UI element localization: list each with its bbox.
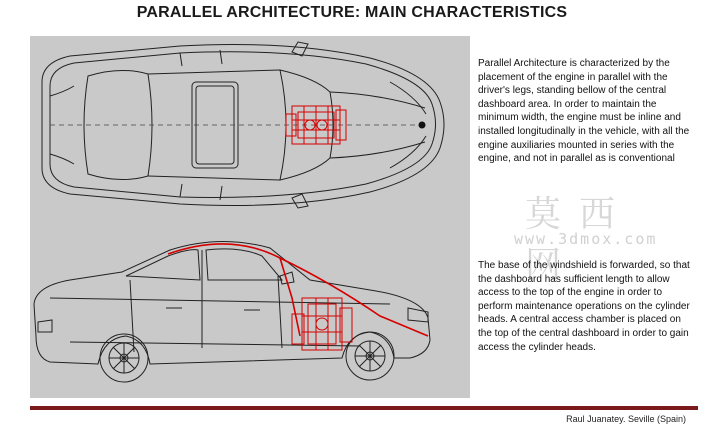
car-diagram <box>30 36 470 398</box>
wheels <box>100 332 394 382</box>
diagram-panel <box>30 36 470 398</box>
watermark-url: www.3dmox.com <box>514 230 658 248</box>
steering-axis-dot <box>419 122 426 129</box>
engine-side-view <box>292 298 352 350</box>
author-credit: Raul Juanatey. Seville (Spain) <box>566 414 686 424</box>
footer-rule <box>30 406 698 410</box>
page-title: PARALLEL ARCHITECTURE: MAIN CHARACTERISTICS <box>136 4 568 21</box>
watermark-chinese: 莫西网 <box>525 194 634 286</box>
description-top: Parallel Architecture is characterized by the placement of the engine in parallel with the driver's legs, standing bellow of the central dashboard area. In order to maintain the minimum width, the engine must be inline and installed longitudinally in the vehicle, with all the engine auxiliaries mounted in series with the engine, and not in parallel as is conventional <box>478 58 690 165</box>
description-bottom: The base of the windshield is forwarded, so that the dashboard has sufficient length to allow access to the top of the engine in order to perform maintenance operations on the cylinder heads. A central access chamber is placed on the top of the central dashboard in order to gain access the cylinder heads. <box>478 260 690 353</box>
car-side-view <box>34 241 430 364</box>
